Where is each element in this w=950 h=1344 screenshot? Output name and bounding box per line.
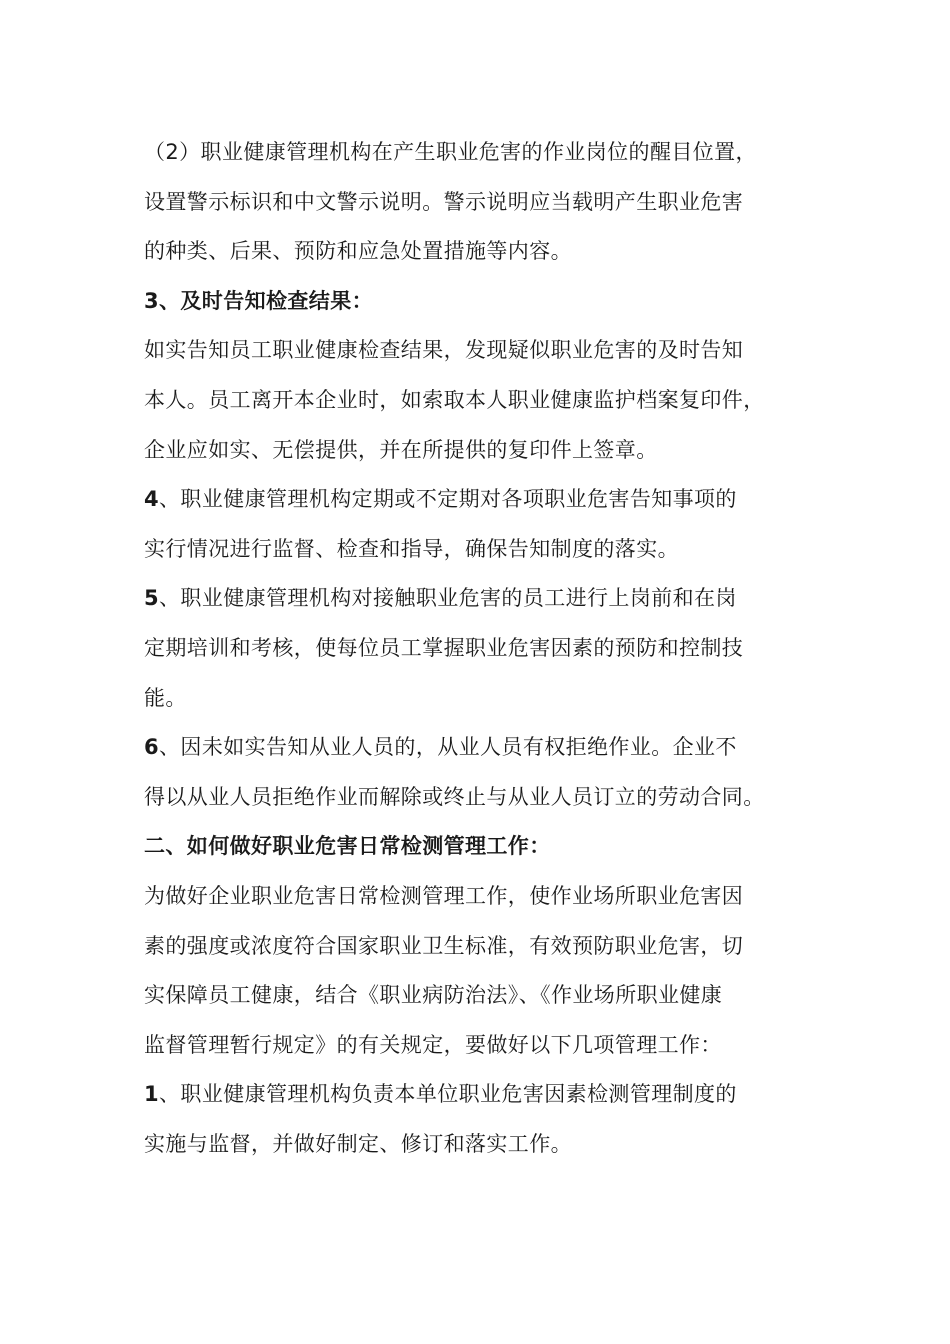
line-text: 监督管理暂行规定》的有关规定，要做好以下几项管理工作： bbox=[144, 1032, 722, 1057]
line-text: 为做好企业职业危害日常检测管理工作，使作业场所职业危害因 bbox=[144, 883, 744, 908]
line-text: 实施与监督，并做好制定、修订和落实工作。 bbox=[144, 1131, 572, 1156]
line-text: 实行情况进行监督、检查和指导，确保告知制度的落实。 bbox=[144, 536, 679, 561]
heading-text: 3、及时告知检查结果： bbox=[144, 288, 374, 313]
line-text: 素的强度或浓度符合国家职业卫生标准，有效预防职业危害，切 bbox=[144, 933, 744, 958]
text-line bbox=[144, 128, 824, 178]
document-page bbox=[144, 128, 824, 1169]
line-text: 实保障员工健康，结合《职业病防治法》、《作业场所职业健康 bbox=[144, 983, 723, 1008]
line-text: 、职业健康管理机构定期或不定期对各项职业危害告知事项的 bbox=[159, 487, 737, 512]
line-text: 定期培训和考核，使每位员工掌握职业危害因素的预防和控制技 bbox=[144, 635, 744, 660]
numbered-item bbox=[144, 574, 824, 624]
line-text: 、职业健康管理机构对接触职业危害的员工进行上岗前和在岗 bbox=[159, 586, 737, 611]
line-text: 设置警示标识和中文警示说明。警示说明应当载明产生职业危害 bbox=[144, 189, 744, 214]
section-heading bbox=[144, 277, 824, 327]
text-line bbox=[144, 872, 824, 922]
line-text: 企业应如实、无偿提供，并在所提供的复印件上签章。 bbox=[144, 437, 658, 462]
text-line bbox=[144, 1120, 824, 1170]
item-number: 4 bbox=[144, 487, 160, 512]
text-line bbox=[144, 624, 824, 674]
text-line bbox=[144, 1021, 824, 1071]
text-line bbox=[144, 227, 824, 277]
line-text: 能。 bbox=[144, 685, 187, 710]
text-line bbox=[144, 178, 824, 228]
line-text: 的种类、后果、预防和应急处置措施等内容。 bbox=[144, 239, 572, 264]
text-line bbox=[144, 376, 824, 426]
line-text: 、因未如实告知从业人员的，从业人员有权拒绝作业。企业不 bbox=[159, 735, 737, 760]
numbered-item bbox=[144, 723, 824, 773]
heading-text: 二、如何做好职业危害日常检测管理工作： bbox=[144, 834, 551, 859]
line-text: 如实告知员工职业健康检查结果，发现疑似职业危害的及时告知 bbox=[144, 338, 744, 363]
text-line bbox=[144, 971, 824, 1021]
text-line bbox=[144, 326, 824, 376]
text-line bbox=[144, 426, 824, 476]
text-line bbox=[144, 674, 824, 724]
line-text: 本人。员工离开本企业时，如索取本人职业健康监护档案复印件， bbox=[144, 387, 765, 412]
line-text: （2）职业健康管理机构在产生职业危害的作业岗位的醒目位置， bbox=[144, 140, 757, 164]
line-text: 得以从业人员拒绝作业而解除或终止与从业人员订立的劳动合同。 bbox=[144, 784, 765, 809]
item-number: 1 bbox=[144, 1082, 160, 1107]
section-heading bbox=[144, 822, 824, 872]
line-text: 、职业健康管理机构负责本单位职业危害因素检测管理制度的 bbox=[159, 1082, 737, 1107]
text-line bbox=[144, 525, 824, 575]
text-line bbox=[144, 773, 824, 823]
numbered-item bbox=[144, 1070, 824, 1120]
numbered-item bbox=[144, 475, 824, 525]
item-number: 5 bbox=[144, 586, 160, 611]
item-number: 6 bbox=[144, 735, 160, 760]
text-line bbox=[144, 922, 824, 972]
